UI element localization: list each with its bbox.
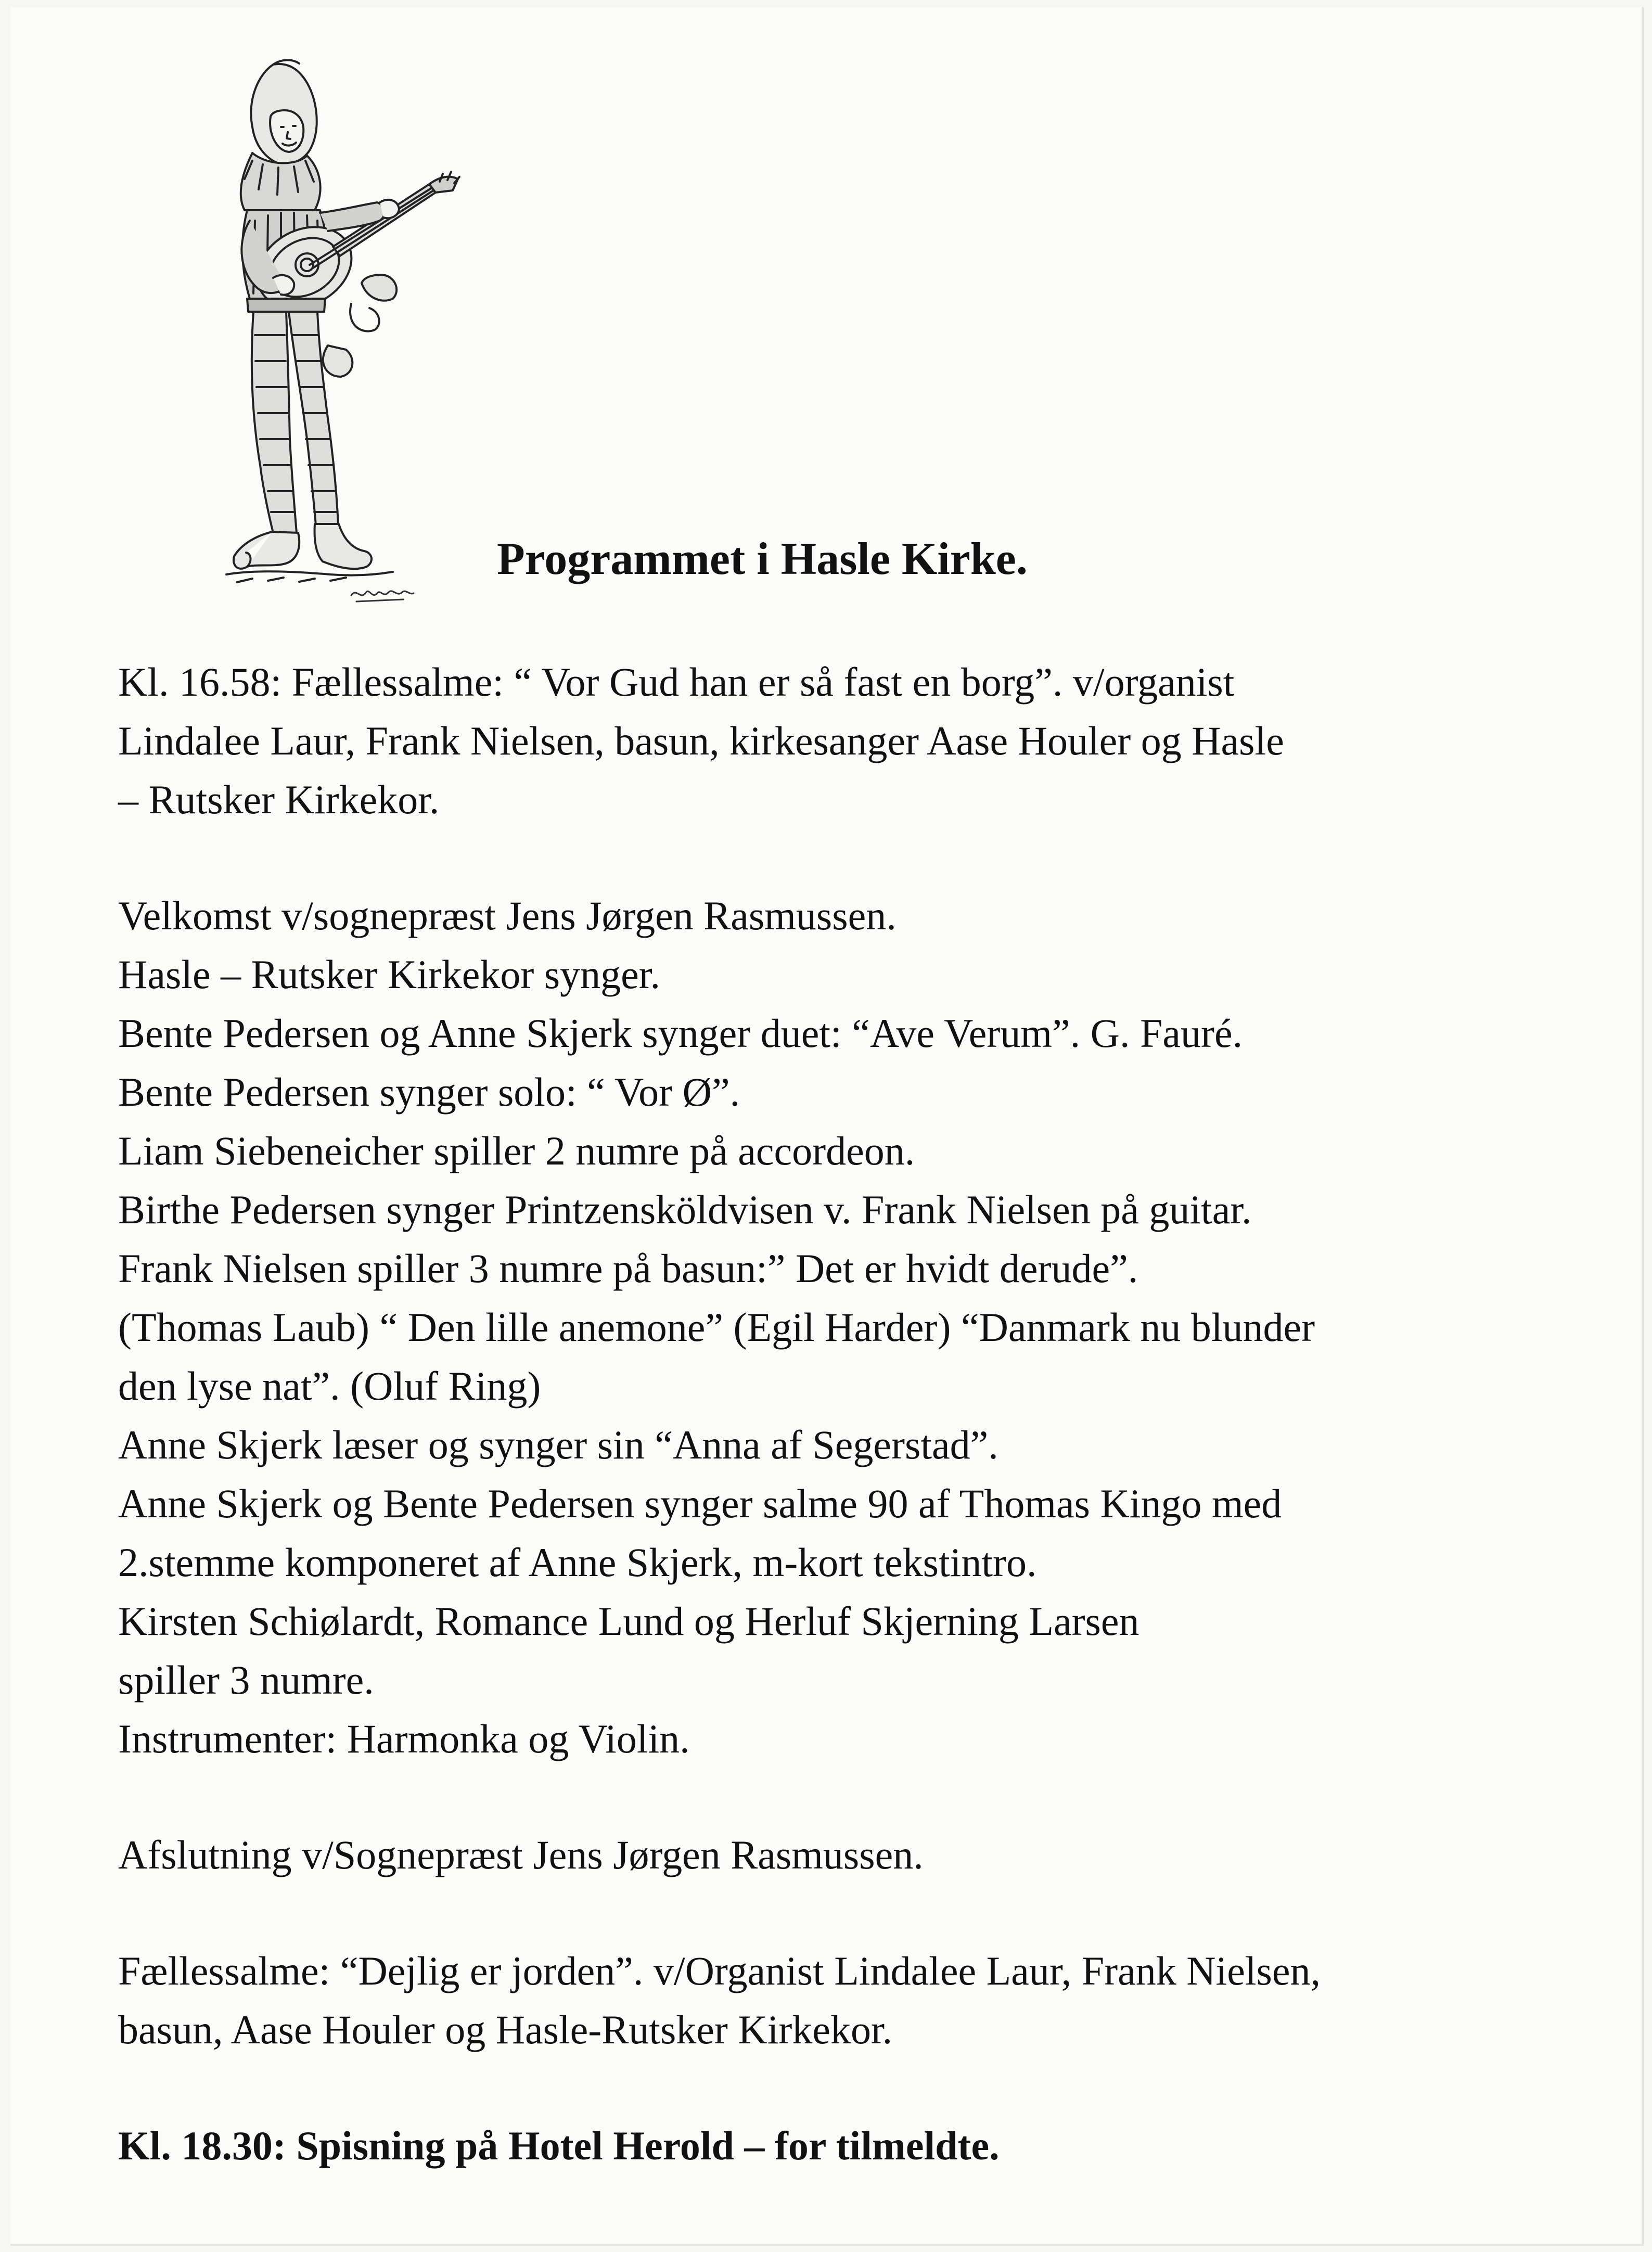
program-item: Hasle – Rutsker Kirkekor synger. — [118, 952, 660, 997]
dinner-line: Kl. 18.30: Spisning på Hotel Herold – for tilmeldte. — [118, 2123, 1000, 2168]
program-item: (Thomas Laub) “ Den lille anemone” (Egil Harder) “Danmark nu blunder — [118, 1304, 1315, 1350]
program-item: spiller 3 numre. — [118, 1657, 374, 1703]
program-item: Bente Pedersen synger solo: “ Vor Ø”. — [118, 1069, 740, 1115]
spacer — [118, 2059, 1617, 2116]
program-body — [118, 652, 1617, 2175]
program-item: 2.stemme komponeret af Anne Skjerk, m-kort tekstintro. — [118, 1540, 1037, 1585]
closing-line: Afslutning v/Sognepræst Jens Jørgen Rasmussen. — [118, 1832, 924, 1877]
lute-player-jester-icon — [195, 54, 502, 642]
program-item: Bente Pedersen og Anne Skjerk synger duet: “Ave Verum”. G. Fauré. — [118, 1010, 1243, 1056]
spacer — [118, 1884, 1617, 1941]
opening-line-1: Kl. 16.58: Fællessalme: “ Vor Gud han er så fast en borg”. v/organist — [118, 659, 1235, 705]
program-item: Anne Skjerk og Bente Pedersen synger salme 90 af Thomas Kingo med — [118, 1481, 1282, 1526]
final-hymn-line-2: basun, Aase Houler og Hasle-Rutsker Kirkekor. — [118, 2007, 893, 2052]
program-item: Instrumenter: Harmonka og Violin. — [118, 1716, 690, 1761]
artist-signature — [351, 591, 414, 602]
program-item: Kirsten Schiølardt, Romance Lund og Herluf Skjerning Larsen — [118, 1598, 1139, 1644]
page-title: Programmet i Hasle Kirke. — [497, 534, 1028, 584]
program-item: Velkomst v/sognepræst Jens Jørgen Rasmussen. — [118, 893, 897, 938]
program-item: Birthe Pedersen synger Printzensköldvisen v. Frank Nielsen på guitar. — [118, 1187, 1252, 1232]
program-sheet — [10, 7, 1644, 2246]
final-hymn-line-1: Fællessalme: “Dejlig er jorden”. v/Organist Lindalee Laur, Frank Nielsen, — [118, 1948, 1321, 1993]
program-item: Anne Skjerk læser og synger sin “Anna af Segerstad”. — [118, 1422, 998, 1467]
program-item: Frank Nielsen spiller 3 numre på basun:” Det er hvidt derude”. — [118, 1246, 1138, 1291]
opening-line-3: – Rutsker Kirkekor. — [118, 777, 440, 822]
spacer — [118, 1768, 1617, 1825]
spacer — [118, 829, 1617, 886]
opening-line-2: Lindalee Laur, Frank Nielsen, basun, kirkesanger Aase Houler og Hasle — [118, 718, 1284, 763]
program-item: Liam Siebeneicher spiller 2 numre på accordeon. — [118, 1128, 915, 1173]
program-item: den lyse nat”. (Oluf Ring) — [118, 1363, 541, 1409]
